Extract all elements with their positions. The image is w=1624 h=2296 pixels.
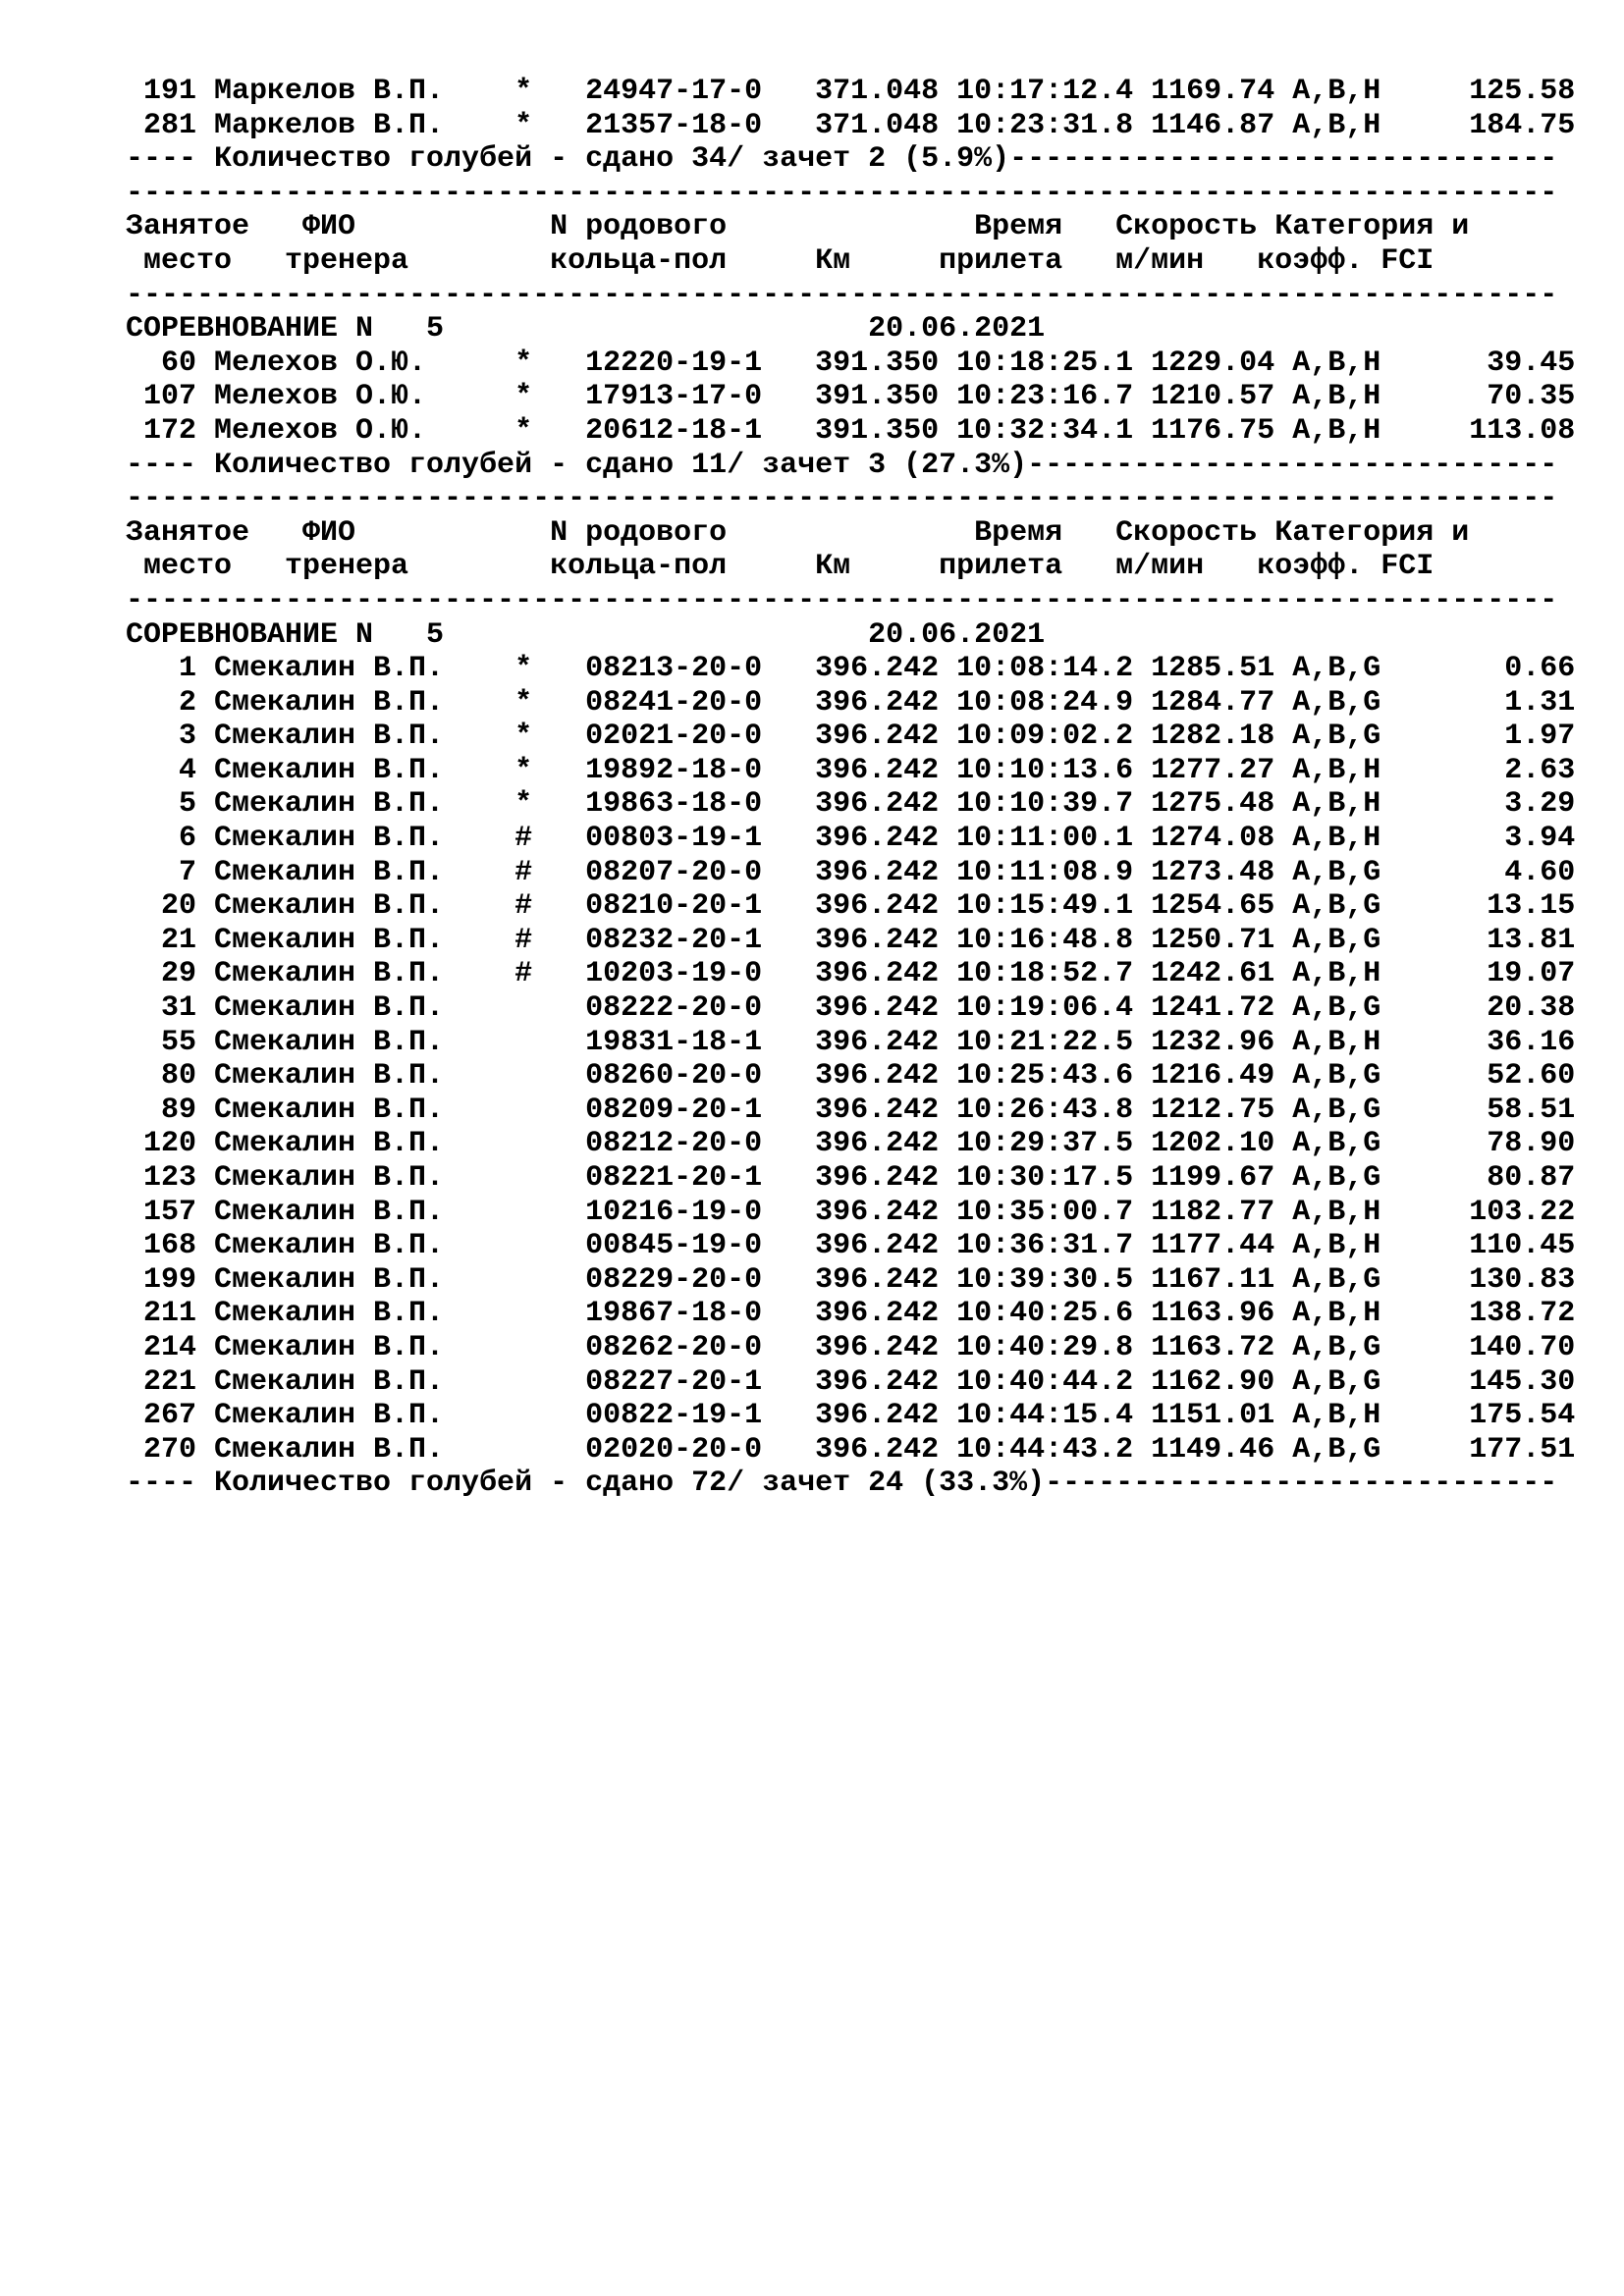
competition-title: СОРЕВНОВАНИЕ N 5 20.06.2021 <box>126 312 1046 347</box>
result-row: 211 Смекалин В.П. 19867-18-0 396.242 10:40:25.6 1163.96 A,B,H 138.72 <box>126 1297 1576 1331</box>
separator-line: --------------------------------------------------------------------------------- <box>126 278 1558 312</box>
result-row: 214 Смекалин В.П. 08262-20-0 396.242 10:40:29.8 1163.72 A,B,G 140.70 <box>126 1330 1576 1364</box>
result-row: 7 Смекалин В.П. # 08207-20-0 396.242 10:11:08.9 1273.48 A,B,G 4.60 <box>126 855 1576 889</box>
result-row: 168 Смекалин В.П. 00845-19-0 396.242 10:36:31.7 1177.44 A,B,H 110.45 <box>126 1229 1576 1263</box>
result-row: 267 Смекалин В.П. 00822-19-1 396.242 10:44:15.4 1151.01 A,B,H 175.54 <box>126 1399 1576 1433</box>
result-row: 55 Смекалин В.П. 19831-18-1 396.242 10:21:22.5 1232.96 A,B,H 36.16 <box>126 1025 1576 1059</box>
result-row: 31 Смекалин В.П. 08222-20-0 396.242 10:19:06.4 1241.72 A,B,G 20.38 <box>126 991 1576 1026</box>
result-row: 191 Маркелов В.П. * 24947-17-0 371.048 10:17:12.4 1169.74 A,B,H 125.58 <box>126 75 1576 108</box>
result-row: 21 Смекалин В.П. # 08232-20-1 396.242 10:16:48.8 1250.71 A,B,G 13.81 <box>126 923 1576 957</box>
result-row: 5 Смекалин В.П. * 19863-18-0 396.242 10:10:39.7 1275.48 A,B,H 3.29 <box>126 787 1576 822</box>
result-row: 89 Смекалин В.П. 08209-20-1 396.242 10:26:43.8 1212.75 A,B,G 58.51 <box>126 1093 1576 1127</box>
result-row: 172 Мелехов О.Ю. * 20612-18-1 391.350 10:32:34.1 1176.75 A,B,H 113.08 <box>126 413 1576 448</box>
summary-line: ---- Количество голубей - сдано 72/ зачет 24 (33.3%)----------------------------- <box>126 1467 1558 1501</box>
result-row: 4 Смекалин В.П. * 19892-18-0 396.242 10:10:13.6 1277.27 A,B,H 2.63 <box>126 753 1576 787</box>
separator-line: --------------------------------------------------------------------------------- <box>126 583 1558 617</box>
summary-line: ---- Количество голубей - сдано 11/ зачет 3 (27.3%)------------------------------ <box>126 448 1558 482</box>
result-row: 281 Маркелов В.П. * 21357-18-0 371.048 10:23:31.8 1146.87 A,B,H 184.75 <box>126 108 1576 142</box>
column-header-line-1: Занятое ФИО N родового Время Скорость Категория и <box>126 210 1470 244</box>
result-row: 157 Смекалин В.П. 10216-19-0 396.242 10:35:00.7 1182.77 A,B,H 103.22 <box>126 1195 1576 1229</box>
column-header-line-2: место тренера кольца-пол Км прилета м/мин коэфф. FCI <box>126 243 1435 278</box>
result-row: 120 Смекалин В.П. 08212-20-0 396.242 10:29:37.5 1202.10 A,B,G 78.90 <box>126 1127 1576 1161</box>
result-row: 80 Смекалин В.П. 08260-20-0 396.242 10:25:43.6 1216.49 A,B,G 52.60 <box>126 1059 1576 1094</box>
result-row: 60 Мелехов О.Ю. * 12220-19-1 391.350 10:18:25.1 1229.04 A,B,H 39.45 <box>126 346 1576 380</box>
competition-title: СОРЕВНОВАНИЕ N 5 20.06.2021 <box>126 617 1046 652</box>
result-row: 107 Мелехов О.Ю. * 17913-17-0 391.350 10:23:16.7 1210.57 A,B,H 70.35 <box>126 380 1576 414</box>
result-row: 123 Смекалин В.П. 08221-20-1 396.242 10:30:17.5 1199.67 A,B,G 80.87 <box>126 1161 1576 1195</box>
column-header-line-1: Занятое ФИО N родового Время Скорость Категория и <box>126 515 1470 550</box>
separator-line: --------------------------------------------------------------------------------- <box>126 482 1558 516</box>
result-row: 270 Смекалин В.П. 02020-20-0 396.242 10:44:43.2 1149.46 A,B,G 177.51 <box>126 1432 1576 1467</box>
result-row: 1 Смекалин В.П. * 08213-20-0 396.242 10:08:14.2 1285.51 A,B,G 0.66 <box>126 652 1576 686</box>
results-document <box>126 75 1575 1501</box>
separator-line: --------------------------------------------------------------------------------- <box>126 176 1558 210</box>
result-row: 3 Смекалин В.П. * 02021-20-0 396.242 10:09:02.2 1282.18 A,B,G 1.97 <box>126 720 1576 754</box>
column-header-line-2: место тренера кольца-пол Км прилета м/мин коэфф. FCI <box>126 550 1435 584</box>
result-row: 6 Смекалин В.П. # 00803-19-1 396.242 10:11:00.1 1274.08 A,B,H 3.94 <box>126 822 1576 856</box>
result-row: 221 Смекалин В.П. 08227-20-1 396.242 10:40:44.2 1162.90 A,B,G 145.30 <box>126 1364 1576 1399</box>
result-row: 29 Смекалин В.П. # 10203-19-0 396.242 10:18:52.7 1242.61 A,B,H 19.07 <box>126 957 1576 991</box>
result-row: 20 Смекалин В.П. # 08210-20-1 396.242 10:15:49.1 1254.65 A,B,G 13.15 <box>126 889 1576 924</box>
result-row: 199 Смекалин В.П. 08229-20-0 396.242 10:39:30.5 1167.11 A,B,G 130.83 <box>126 1262 1576 1297</box>
summary-line: ---- Количество голубей - сдано 34/ зачет 2 (5.9%)------------------------------- <box>126 142 1558 177</box>
result-row: 2 Смекалин В.П. * 08241-20-0 396.242 10:08:24.9 1284.77 A,B,G 1.31 <box>126 685 1576 720</box>
